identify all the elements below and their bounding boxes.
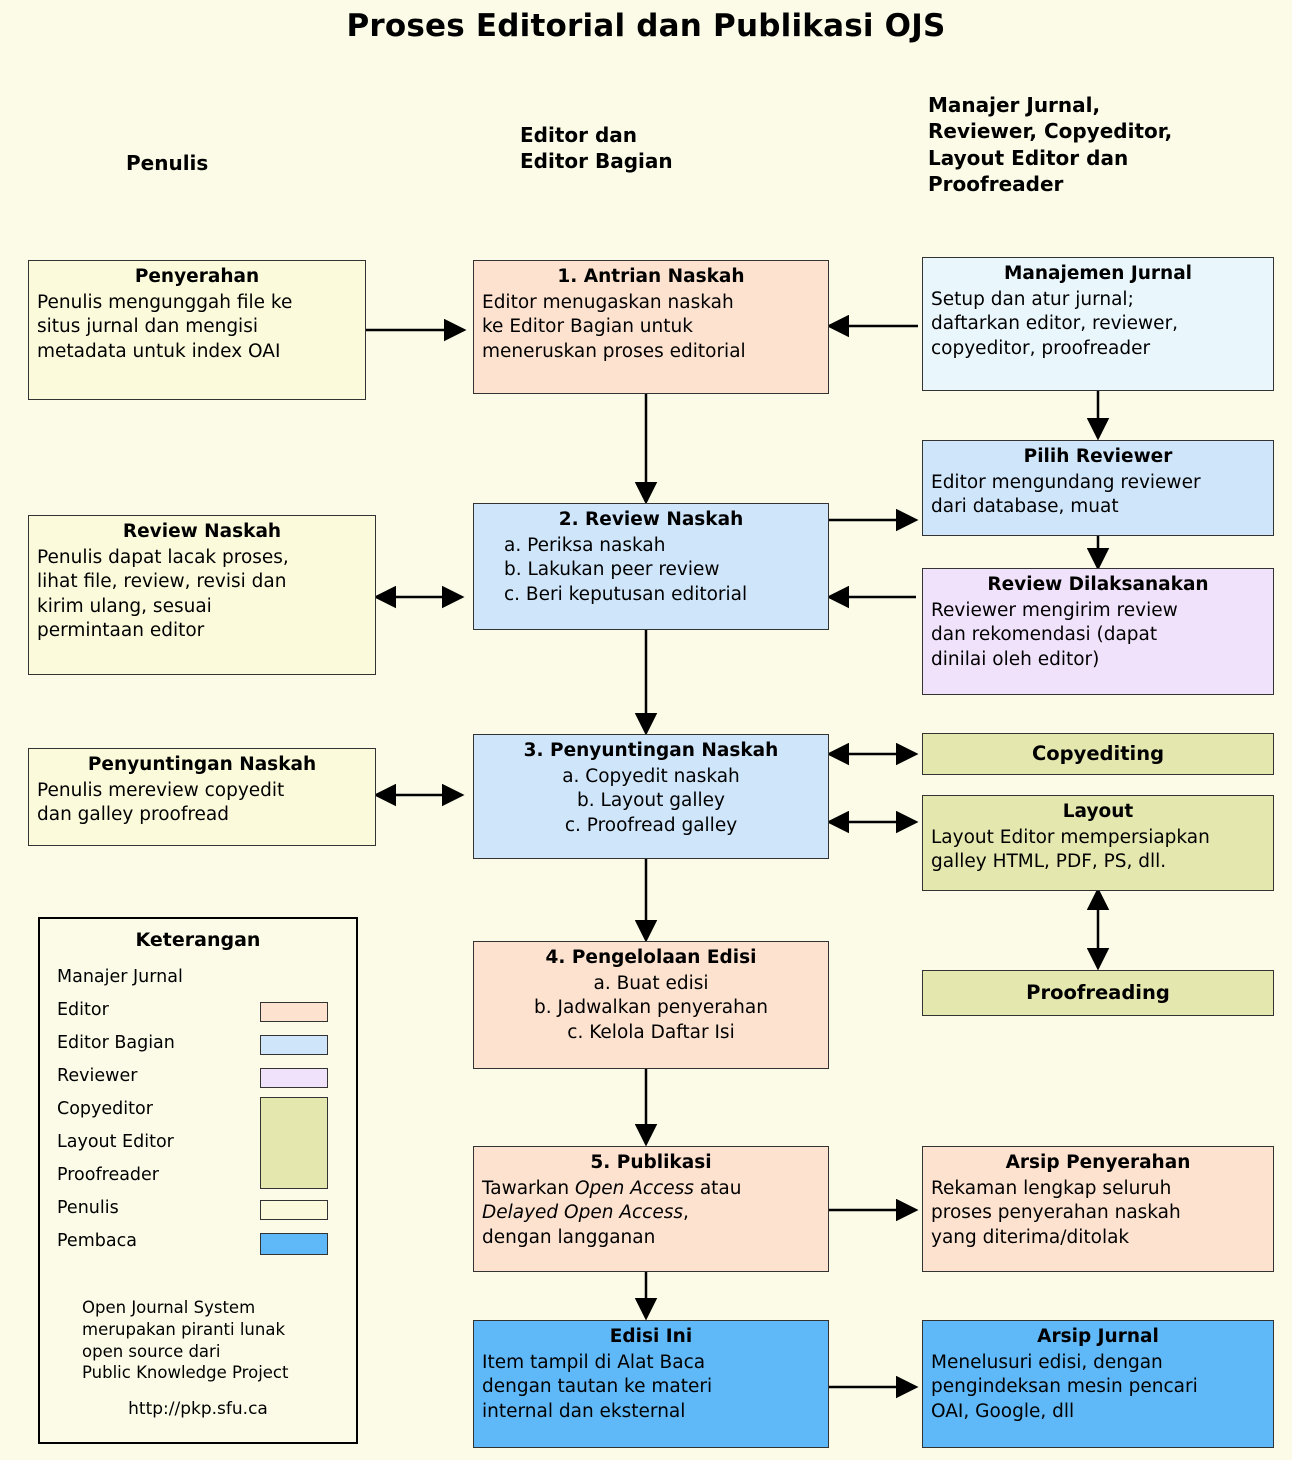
legend-label-editor-bagian: Editor Bagian bbox=[57, 1033, 175, 1053]
box-layout-line-2: galley HTML, PDF, PS, dll. bbox=[931, 851, 1167, 873]
legend-label-penulis: Penulis bbox=[57, 1198, 119, 1218]
column-heading-editor-line1: Editor dan bbox=[520, 123, 638, 147]
legend-label-reviewer: Reviewer bbox=[57, 1066, 138, 1086]
box-penyerahan-line-3: metadata untuk index OAI bbox=[37, 340, 281, 362]
box-copyediting-title: Copyediting bbox=[1031, 742, 1165, 766]
box-publikasi-line-1-italic: Open Access bbox=[574, 1177, 694, 1199]
legend-label-proofreader: Proofreader bbox=[57, 1165, 160, 1185]
box-review-dilaksanakan-line-3: dinilai oleh editor) bbox=[931, 648, 1100, 670]
box-review-naskah-penulis-title: Review Naskah bbox=[122, 521, 282, 542]
box-pengelolaan-edisi[interactable] bbox=[473, 941, 829, 1069]
box-pengelolaan-edisi-line-2: b. Jadwalkan penyerahan bbox=[534, 997, 768, 1019]
box-review-naskah-penulis-line-3: kirim ulang, sesuai bbox=[37, 595, 212, 617]
box-antrian-naskah-line-3: meneruskan proses editorial bbox=[482, 340, 746, 362]
box-antrian-naskah-line-2: ke Editor Bagian untuk bbox=[482, 316, 693, 338]
box-review-naskah-line-3: c. Beri keputusan editorial bbox=[504, 583, 748, 605]
box-copyediting[interactable] bbox=[922, 733, 1274, 775]
box-manajemen-jurnal-line-2: daftarkan editor, reviewer, bbox=[931, 313, 1179, 335]
box-pengelolaan-edisi-title: 4. Pengelolaan Edisi bbox=[545, 947, 757, 968]
box-proofreading-title: Proofreading bbox=[1026, 981, 1170, 1005]
box-review-naskah-penulis[interactable] bbox=[28, 515, 376, 675]
box-publikasi-line-1-pre: Tawarkan bbox=[482, 1177, 575, 1199]
box-penyerahan[interactable] bbox=[28, 260, 366, 400]
box-penyuntingan-naskah[interactable] bbox=[473, 734, 829, 859]
box-review-naskah[interactable] bbox=[473, 503, 829, 630]
box-manajemen-jurnal-line-3: copyeditor, proofreader bbox=[931, 337, 1151, 359]
box-penyerahan-line-2: situs jurnal dan mengisi bbox=[37, 316, 258, 338]
legend-title: Keterangan bbox=[135, 929, 261, 951]
box-pilih-reviewer-title: Pilih Reviewer bbox=[1023, 446, 1173, 467]
legend-panel bbox=[38, 917, 358, 1444]
box-penyuntingan-naskah-line-2: b. Layout galley bbox=[577, 790, 725, 812]
legend-label-manajer-jurnal: Manajer Jurnal bbox=[57, 967, 183, 987]
box-pengelolaan-edisi-line-1: a. Buat edisi bbox=[593, 972, 709, 994]
box-review-naskah-line-1: a. Periksa naskah bbox=[504, 534, 666, 556]
box-pilih-reviewer-line-1: Editor mengundang reviewer bbox=[931, 471, 1201, 493]
column-heading-others-line3: Layout Editor dan bbox=[928, 145, 1129, 170]
column-heading-editor bbox=[520, 122, 673, 175]
column-heading-others-line4: Proofreader bbox=[928, 172, 1064, 197]
column-heading-author-line1: Penulis bbox=[126, 151, 209, 175]
legend-row-manajer-jurnal bbox=[40, 961, 356, 994]
box-layout[interactable] bbox=[922, 795, 1274, 891]
box-arsip-jurnal-line-2: pengindeksan mesin pencari bbox=[931, 1376, 1198, 1398]
box-penyuntingan-penulis-line-2: dan galley proofread bbox=[37, 804, 230, 826]
box-edisi-ini-line-1: Item tampil di Alat Baca bbox=[482, 1351, 706, 1373]
box-arsip-penyerahan-line-3: yang diterima/ditolak bbox=[931, 1226, 1130, 1248]
box-penyerahan-title: Penyerahan bbox=[134, 266, 260, 287]
column-heading-others-line2: Reviewer, Copyeditor, bbox=[928, 119, 1173, 144]
box-layout-title: Layout bbox=[1062, 801, 1134, 822]
box-publikasi-title: 5. Publikasi bbox=[590, 1152, 712, 1173]
legend-label-pembaca: Pembaca bbox=[57, 1231, 137, 1251]
box-antrian-naskah-title: 1. Antrian Naskah bbox=[557, 266, 745, 287]
box-layout-line-1: Layout Editor mempersiapkan bbox=[931, 826, 1210, 848]
box-publikasi-line-3: dengan langganan bbox=[482, 1226, 656, 1248]
box-edisi-ini-line-3: internal dan eksternal bbox=[482, 1400, 686, 1422]
box-manajemen-jurnal-line-1: Setup dan atur jurnal; bbox=[931, 288, 1134, 310]
legend-note-line-4: Public Knowledge Project bbox=[82, 1363, 289, 1383]
legend-swatch-pembaca bbox=[260, 1233, 328, 1255]
legend-swatch-reviewer bbox=[260, 1068, 328, 1088]
box-arsip-jurnal-line-3: OAI, Google, dll bbox=[931, 1400, 1075, 1422]
box-arsip-jurnal-line-1: Menelusuri edisi, dengan bbox=[931, 1351, 1163, 1373]
box-publikasi-line-2-italic: Delayed Open Access bbox=[482, 1202, 684, 1224]
column-heading-editor-line2: Editor Bagian bbox=[520, 149, 673, 174]
column-heading-others-line1: Manajer Jurnal, bbox=[928, 93, 1101, 117]
box-review-dilaksanakan-title: Review Dilaksanakan bbox=[987, 574, 1209, 595]
box-arsip-penyerahan-line-1: Rekaman lengkap seluruh bbox=[931, 1177, 1172, 1199]
legend-note-line-2: merupakan piranti lunak bbox=[82, 1319, 286, 1339]
box-review-naskah-penulis-line-1: Penulis dapat lacak proses, bbox=[37, 546, 289, 568]
box-review-dilaksanakan-line-1: Reviewer mengirim review bbox=[931, 599, 1178, 621]
legend-label-copyeditor: Copyeditor bbox=[57, 1099, 153, 1119]
box-pilih-reviewer[interactable] bbox=[922, 440, 1274, 536]
legend-url[interactable]: http://pkp.sfu.ca bbox=[128, 1399, 268, 1419]
box-edisi-ini[interactable] bbox=[473, 1320, 829, 1448]
box-review-naskah-penulis-line-2: lihat file, review, revisi dan bbox=[37, 571, 287, 593]
box-pilih-reviewer-line-2: dari database, muat bbox=[931, 496, 1119, 518]
box-publikasi-line-1 bbox=[482, 1177, 820, 1202]
legend-swatch-editor bbox=[260, 1002, 328, 1022]
box-review-naskah-title: 2. Review Naskah bbox=[558, 509, 744, 530]
legend-swatch-editor-bagian bbox=[260, 1035, 328, 1055]
box-edisi-ini-title: Edisi Ini bbox=[609, 1326, 693, 1347]
box-penyuntingan-penulis[interactable] bbox=[28, 748, 376, 846]
box-edisi-ini-line-2: dengan tautan ke materi bbox=[482, 1376, 713, 1398]
box-publikasi-line-2 bbox=[482, 1201, 820, 1226]
box-arsip-penyerahan-line-2: proses penyerahan naskah bbox=[931, 1202, 1181, 1224]
box-publikasi[interactable] bbox=[473, 1146, 829, 1272]
box-penyuntingan-naskah-title: 3. Penyuntingan Naskah bbox=[523, 740, 779, 761]
legend-rows bbox=[40, 961, 356, 1258]
box-review-dilaksanakan[interactable] bbox=[922, 568, 1274, 695]
box-penyuntingan-penulis-line-1: Penulis mereview copyedit bbox=[37, 779, 285, 801]
box-arsip-penyerahan-title: Arsip Penyerahan bbox=[1005, 1152, 1191, 1173]
box-arsip-jurnal-title: Arsip Jurnal bbox=[1037, 1326, 1159, 1347]
box-manajemen-jurnal[interactable] bbox=[922, 257, 1274, 391]
box-review-naskah-line-2: b. Lakukan peer review bbox=[504, 559, 720, 581]
box-penyuntingan-naskah-line-3: c. Proofread galley bbox=[564, 814, 738, 836]
legend-note-line-3: open source dari bbox=[82, 1341, 221, 1361]
box-review-dilaksanakan-line-2: dan rekomendasi (dapat bbox=[931, 624, 1158, 646]
box-penyuntingan-penulis-title: Penyuntingan Naskah bbox=[87, 754, 317, 775]
box-arsip-penyerahan[interactable] bbox=[922, 1146, 1274, 1272]
legend-swatch-copyeditor-layout-proofreader bbox=[260, 1097, 328, 1189]
box-publikasi-line-1-post: atau bbox=[693, 1177, 742, 1199]
column-heading-author bbox=[126, 150, 208, 176]
box-penyuntingan-naskah-line-1: a. Copyedit naskah bbox=[562, 765, 740, 787]
box-review-naskah-penulis-line-4: permintaan editor bbox=[37, 620, 205, 642]
box-manajemen-jurnal-title: Manajemen Jurnal bbox=[1003, 263, 1193, 284]
legend-note bbox=[82, 1297, 288, 1384]
box-penyerahan-line-1: Penulis mengunggah file ke bbox=[37, 291, 293, 313]
page-title: Proses Editorial dan Publikasi OJS bbox=[346, 8, 946, 44]
box-arsip-jurnal[interactable] bbox=[922, 1320, 1274, 1448]
legend-label-editor: Editor bbox=[57, 1000, 109, 1020]
legend-note-line-1: Open Journal System bbox=[82, 1298, 256, 1317]
box-antrian-naskah[interactable] bbox=[473, 260, 829, 394]
legend-label-layout-editor: Layout Editor bbox=[57, 1132, 174, 1152]
box-publikasi-line-2-post: , bbox=[683, 1202, 689, 1224]
legend-swatch-penulis bbox=[260, 1200, 328, 1220]
column-heading-others bbox=[928, 92, 1172, 198]
box-proofreading[interactable] bbox=[922, 970, 1274, 1016]
box-pengelolaan-edisi-line-3: c. Kelola Daftar Isi bbox=[567, 1021, 735, 1043]
box-antrian-naskah-line-1: Editor menugaskan naskah bbox=[482, 291, 734, 313]
